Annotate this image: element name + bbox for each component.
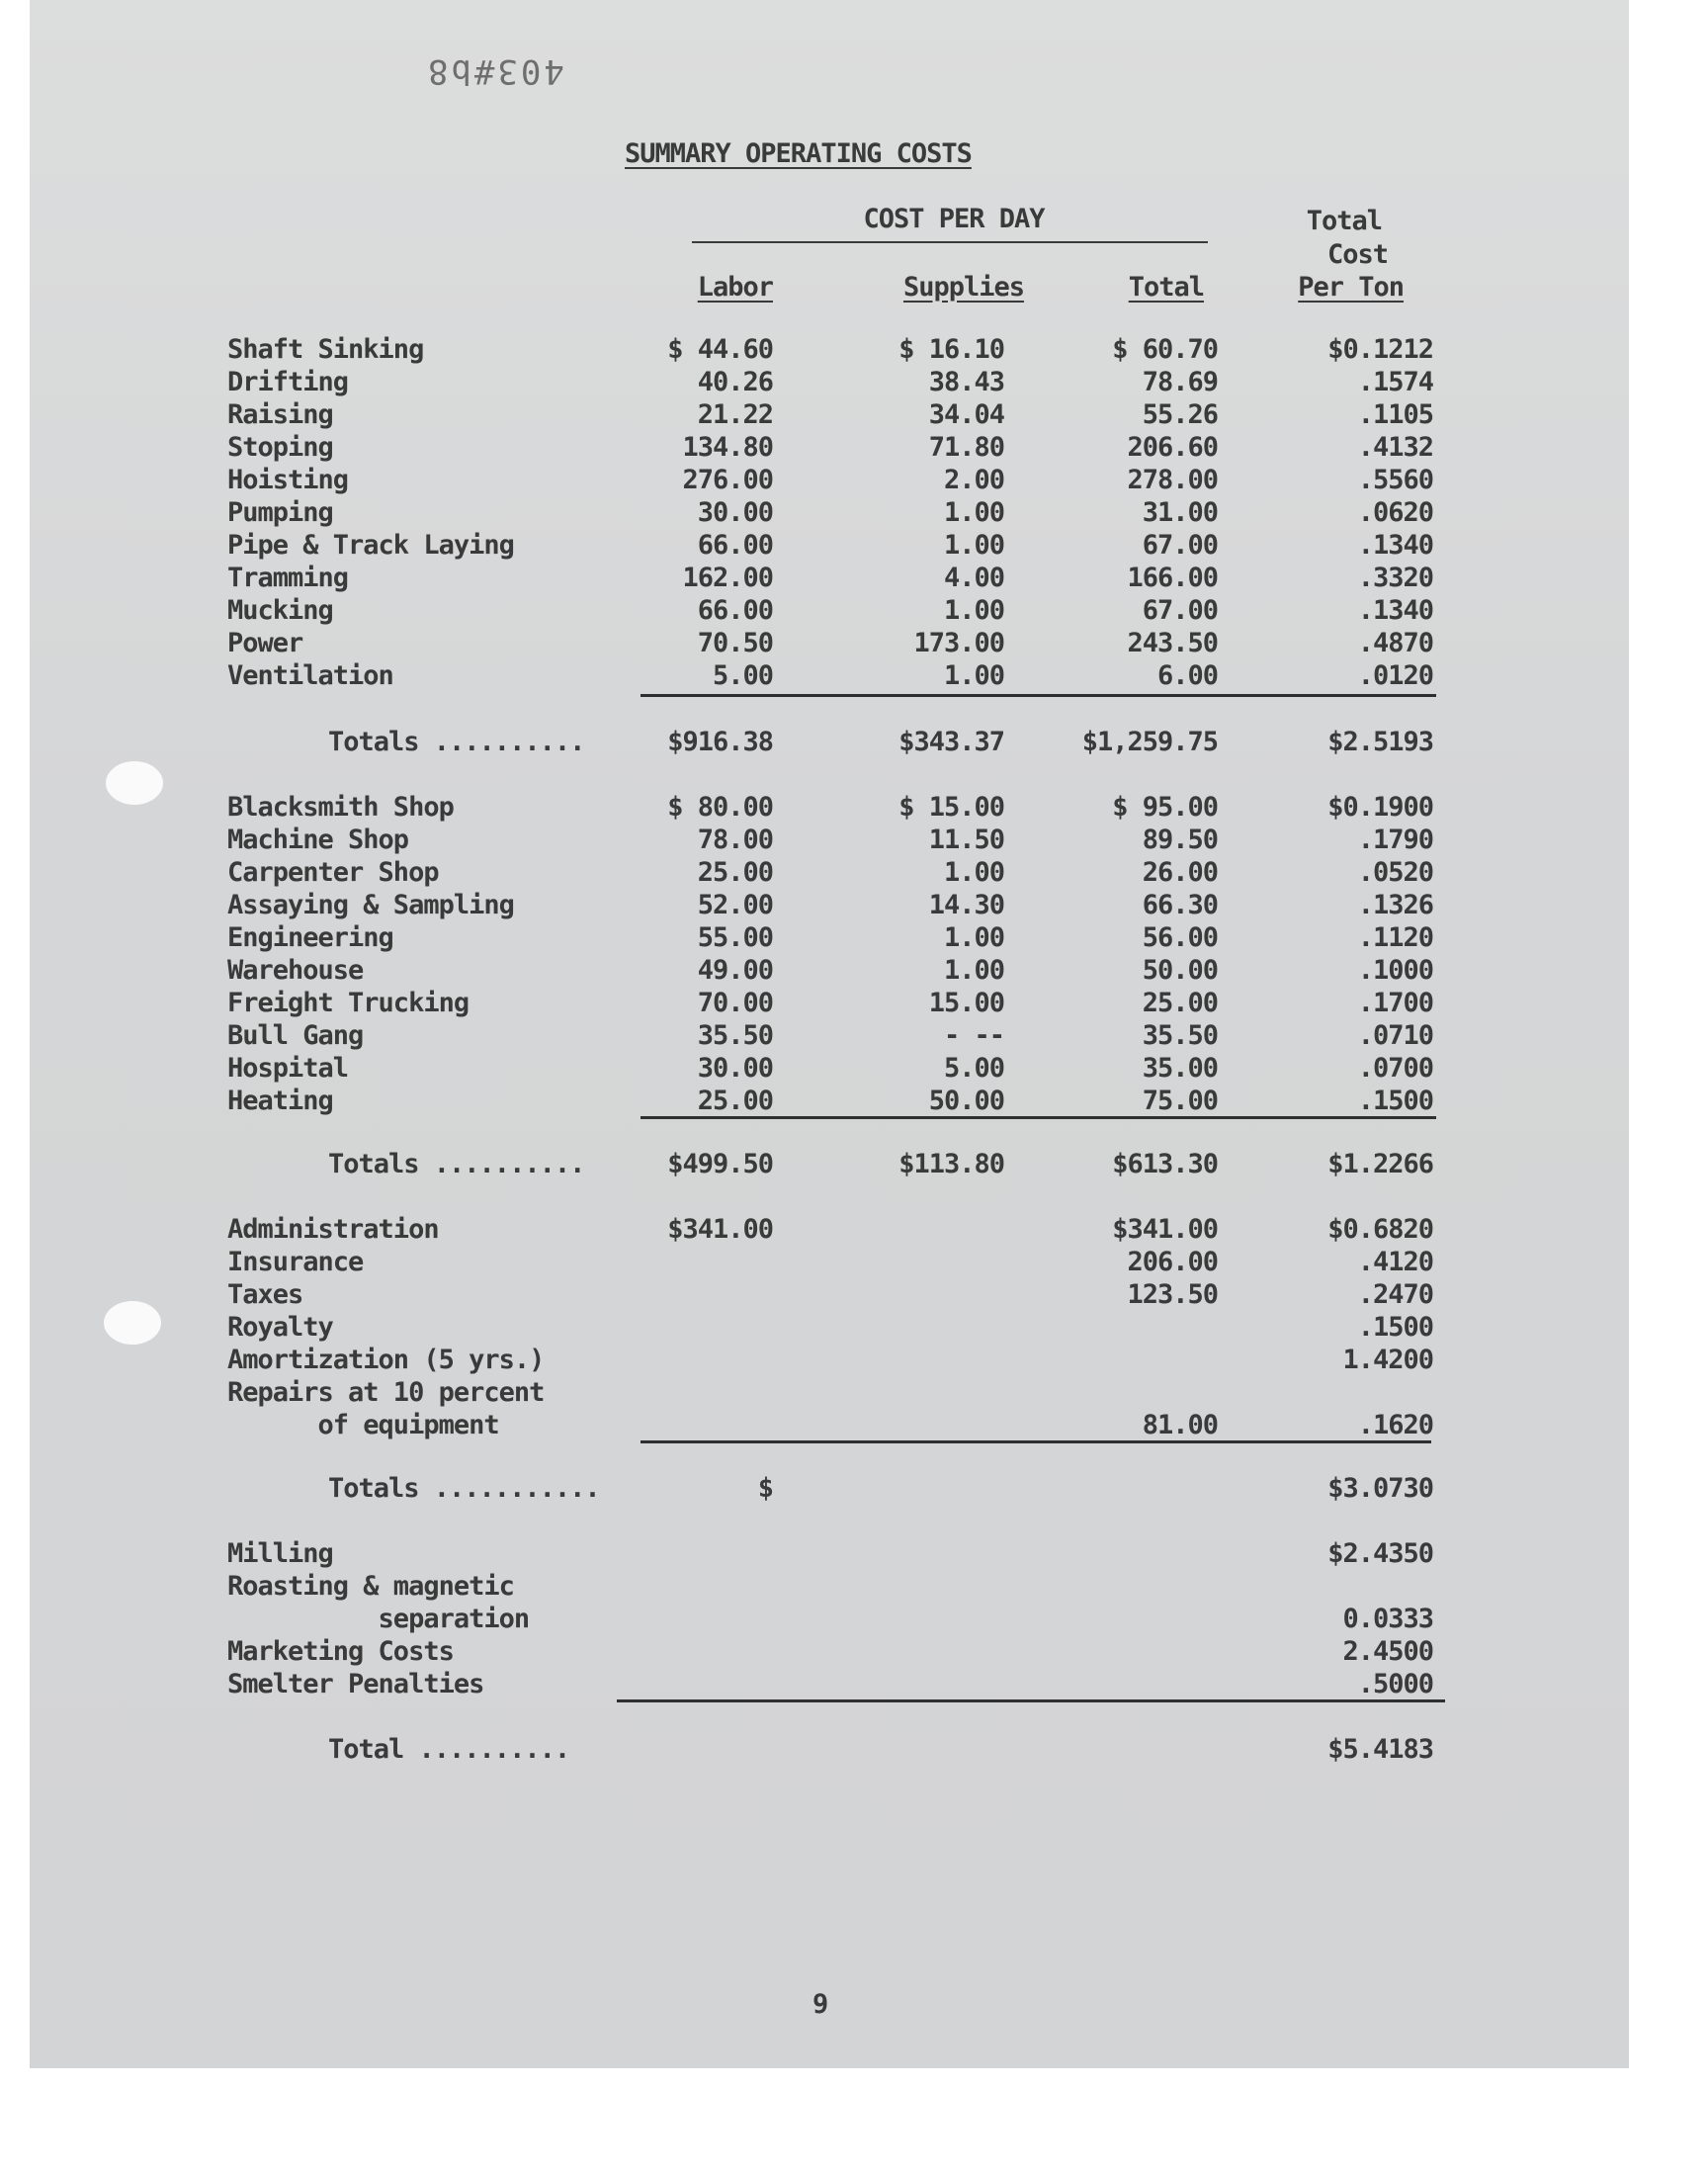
labor-value: 21.22 — [697, 399, 773, 430]
per-ton-value: 0.0333 — [1342, 1604, 1433, 1634]
scan-margin — [0, 2068, 1708, 2175]
table-rule — [640, 1440, 1431, 1443]
row-label: Totals .......... — [328, 727, 585, 757]
per-ton-value: .1120 — [1357, 922, 1433, 953]
supplies-header: Supplies — [902, 272, 1024, 303]
supplies-value: 1.00 — [943, 530, 1004, 561]
per-ton-value: .1790 — [1357, 825, 1433, 855]
total-value: 89.50 — [1142, 825, 1218, 855]
per-ton-header-line1: Total — [1306, 206, 1382, 236]
labor-value: 52.00 — [697, 890, 773, 920]
row-label: Heating — [227, 1086, 333, 1116]
labor-value: 134.80 — [682, 432, 773, 463]
supplies-value: 173.00 — [913, 628, 1004, 658]
table-row — [0, 922, 1708, 955]
table-row — [0, 1377, 1708, 1410]
row-label: Roasting & magnetic — [227, 1571, 514, 1602]
row-label: Taxes — [227, 1279, 303, 1310]
per-ton-value: $3.0730 — [1327, 1473, 1433, 1504]
labor-value: $ 80.00 — [667, 792, 773, 823]
per-ton-value: 2.4500 — [1342, 1636, 1433, 1667]
row-label: separation — [227, 1604, 530, 1634]
table-row — [0, 399, 1708, 432]
labor-value: $ 44.60 — [667, 334, 773, 365]
row-label: Stoping — [227, 432, 333, 463]
row-label: Repairs at 10 percent — [227, 1377, 545, 1408]
table-row — [0, 1410, 1708, 1442]
table-row — [0, 595, 1708, 628]
row-label: Freight Trucking — [227, 988, 470, 1018]
supplies-value: $ 15.00 — [898, 792, 1004, 823]
labor-value: 78.00 — [697, 825, 773, 855]
per-ton-header-line3: Per Ton — [1298, 272, 1404, 303]
total-value: $ 60.70 — [1112, 334, 1218, 365]
per-ton-value: .1000 — [1357, 955, 1433, 986]
per-ton-value: .3320 — [1357, 563, 1433, 593]
labor-header: Labor — [697, 272, 773, 303]
row-label: Shaft Sinking — [227, 334, 424, 365]
row-label: Blacksmith Shop — [227, 792, 454, 823]
total-value: 31.00 — [1142, 497, 1218, 528]
total-value: 67.00 — [1142, 530, 1218, 561]
row-label: Power — [227, 628, 303, 658]
row-label: Bull Gang — [227, 1020, 364, 1051]
labor-value: $341.00 — [667, 1214, 773, 1245]
per-ton-value: $0.6820 — [1327, 1214, 1433, 1245]
per-ton-value: .1500 — [1357, 1086, 1433, 1116]
labor-value: 276.00 — [682, 465, 773, 495]
per-ton-value: .0620 — [1357, 497, 1433, 528]
total-value: $341.00 — [1112, 1214, 1218, 1245]
total-value: $ 95.00 — [1112, 792, 1218, 823]
table-row — [0, 1345, 1708, 1377]
labor-value: 35.50 — [697, 1020, 773, 1051]
total-value: 50.00 — [1142, 955, 1218, 986]
supplies-value: $343.37 — [898, 727, 1004, 757]
row-label: Drifting — [227, 367, 349, 397]
table-row — [0, 563, 1708, 595]
total-value: 243.50 — [1127, 628, 1218, 658]
table-row — [0, 1247, 1708, 1279]
supplies-value: 14.30 — [928, 890, 1004, 920]
row-label: Mucking — [227, 595, 333, 626]
labor-value: $499.50 — [667, 1149, 773, 1179]
table-row — [0, 1053, 1708, 1086]
table-row — [0, 1279, 1708, 1312]
row-label: Amortization (5 yrs.) — [227, 1345, 545, 1375]
table-row — [0, 530, 1708, 563]
total-value: 206.00 — [1127, 1247, 1218, 1277]
row-label: Marketing Costs — [227, 1636, 454, 1667]
row-label: Tramming — [227, 563, 349, 593]
supplies-value: 1.00 — [943, 955, 1004, 986]
total-header: Total — [1128, 272, 1204, 303]
total-value: 278.00 — [1127, 465, 1218, 495]
table-row — [0, 825, 1708, 857]
per-ton-value: .0120 — [1357, 660, 1433, 691]
supplies-value: 5.00 — [943, 1053, 1004, 1084]
supplies-value: 34.04 — [928, 399, 1004, 430]
cost-per-day-header: COST PER DAY — [863, 204, 1045, 234]
table-row — [0, 792, 1708, 825]
labor-value: 162.00 — [682, 563, 773, 593]
per-ton-value: $2.5193 — [1327, 727, 1433, 757]
supplies-value: 1.00 — [943, 595, 1004, 626]
total-value: 26.00 — [1142, 857, 1218, 888]
table-row — [0, 1086, 1708, 1118]
total-value: 6.00 — [1156, 660, 1218, 691]
labor-value: 25.00 — [697, 857, 773, 888]
row-label: Hoisting — [227, 465, 349, 495]
row-label: Totals ........... — [328, 1473, 600, 1504]
per-ton-value: .0520 — [1357, 857, 1433, 888]
table-row — [0, 465, 1708, 497]
supplies-value: 38.43 — [928, 367, 1004, 397]
document-stamp: 403#b8 — [425, 51, 564, 91]
per-ton-value: .4870 — [1357, 628, 1433, 658]
table-row — [0, 628, 1708, 660]
table-row — [0, 367, 1708, 399]
total-value: 66.30 — [1142, 890, 1218, 920]
supplies-value: 1.00 — [943, 857, 1004, 888]
table-rule — [640, 1116, 1436, 1119]
total-value: 81.00 — [1142, 1410, 1218, 1440]
page-number: 9 — [812, 1989, 829, 2020]
labor-value: 66.00 — [697, 595, 773, 626]
per-ton-header-line2: Cost — [1326, 239, 1388, 270]
row-label: Warehouse — [227, 955, 364, 986]
total-value: 75.00 — [1142, 1086, 1218, 1116]
table-row — [0, 497, 1708, 530]
table-row — [0, 1571, 1708, 1604]
total-value: 35.00 — [1142, 1053, 1218, 1084]
labor-value: $ — [757, 1473, 773, 1504]
row-label: Machine Shop — [227, 825, 409, 855]
per-ton-value: .1105 — [1357, 399, 1433, 430]
table-row — [0, 857, 1708, 890]
per-ton-value: .4132 — [1357, 432, 1433, 463]
total-value: 25.00 — [1142, 988, 1218, 1018]
row-label: Insurance — [227, 1247, 364, 1277]
labor-value: 55.00 — [697, 922, 773, 953]
row-label: Administration — [227, 1214, 439, 1245]
labor-value: 70.50 — [697, 628, 773, 658]
per-ton-value: .1340 — [1357, 530, 1433, 561]
table-row — [0, 1020, 1708, 1053]
table-row — [0, 660, 1708, 693]
total-value: 78.69 — [1142, 367, 1218, 397]
total-value: 56.00 — [1142, 922, 1218, 953]
table-row — [0, 1214, 1708, 1247]
table-row — [0, 1604, 1708, 1636]
totals-row — [0, 1734, 1708, 1767]
table-row — [0, 955, 1708, 988]
labor-value: $916.38 — [667, 727, 773, 757]
row-label: Royalty — [227, 1312, 333, 1343]
row-label: Assaying & Sampling — [227, 890, 514, 920]
row-label: Raising — [227, 399, 333, 430]
totals-row — [0, 1473, 1708, 1506]
cost-per-day-rule — [692, 241, 1208, 243]
row-label: Pipe & Track Laying — [227, 530, 514, 561]
per-ton-value: $0.1900 — [1327, 792, 1433, 823]
per-ton-value: .5000 — [1357, 1669, 1433, 1699]
per-ton-value: .0710 — [1357, 1020, 1433, 1051]
row-label: Totals .......... — [328, 1149, 585, 1179]
row-label: Hospital — [227, 1053, 349, 1084]
supplies-value: 50.00 — [928, 1086, 1004, 1116]
table-row — [0, 988, 1708, 1020]
row-label: Pumping — [227, 497, 333, 528]
supplies-value: - -- — [943, 1020, 1004, 1051]
totals-row — [0, 1149, 1708, 1181]
page-title: SUMMARY OPERATING COSTS — [625, 138, 972, 169]
table-row — [0, 1312, 1708, 1345]
supplies-value: 1.00 — [943, 497, 1004, 528]
per-ton-value: .1620 — [1357, 1410, 1433, 1440]
labor-value: 70.00 — [697, 988, 773, 1018]
per-ton-value: 1.4200 — [1342, 1345, 1433, 1375]
per-ton-value: $1.2266 — [1327, 1149, 1433, 1179]
supplies-value: 1.00 — [943, 660, 1004, 691]
table-row — [0, 890, 1708, 922]
supplies-value: 71.80 — [928, 432, 1004, 463]
row-label: Carpenter Shop — [227, 857, 439, 888]
total-value: 206.60 — [1127, 432, 1218, 463]
per-ton-value: $5.4183 — [1327, 1734, 1433, 1765]
total-value: 35.50 — [1142, 1020, 1218, 1051]
per-ton-value: $2.4350 — [1327, 1538, 1433, 1569]
table-rule — [617, 1699, 1445, 1702]
labor-value: 66.00 — [697, 530, 773, 561]
total-value: $1,259.75 — [1081, 727, 1218, 757]
table-row — [0, 1669, 1708, 1701]
table-row — [0, 334, 1708, 367]
labor-value: 30.00 — [697, 1053, 773, 1084]
supplies-value: 1.00 — [943, 922, 1004, 953]
total-value: 55.26 — [1142, 399, 1218, 430]
row-label: of equipment — [227, 1410, 499, 1440]
total-value: 123.50 — [1127, 1279, 1218, 1310]
labor-value: 30.00 — [697, 497, 773, 528]
supplies-value: 11.50 — [928, 825, 1004, 855]
labor-value: 49.00 — [697, 955, 773, 986]
total-value: $613.30 — [1112, 1149, 1218, 1179]
row-label: Total .......... — [328, 1734, 570, 1765]
table-row — [0, 1636, 1708, 1669]
supplies-value: $ 16.10 — [898, 334, 1004, 365]
labor-value: 25.00 — [697, 1086, 773, 1116]
per-ton-value: .1574 — [1357, 367, 1433, 397]
row-label: Smelter Penalties — [227, 1669, 484, 1699]
table-rule — [640, 694, 1436, 697]
per-ton-value: .1326 — [1357, 890, 1433, 920]
labor-value: 5.00 — [712, 660, 773, 691]
totals-row — [0, 727, 1708, 759]
row-label: Milling — [227, 1538, 333, 1569]
total-value: 166.00 — [1127, 563, 1218, 593]
row-label: Ventilation — [227, 660, 393, 691]
per-ton-value: $0.1212 — [1327, 334, 1433, 365]
labor-value: 40.26 — [697, 367, 773, 397]
per-ton-value: .1500 — [1357, 1312, 1433, 1343]
per-ton-value: .5560 — [1357, 465, 1433, 495]
row-label: Engineering — [227, 922, 393, 953]
table-row — [0, 1538, 1708, 1571]
supplies-value: 4.00 — [943, 563, 1004, 593]
per-ton-value: .0700 — [1357, 1053, 1433, 1084]
supplies-value: $113.80 — [898, 1149, 1004, 1179]
supplies-value: 15.00 — [928, 988, 1004, 1018]
per-ton-value: .2470 — [1357, 1279, 1433, 1310]
per-ton-value: .1340 — [1357, 595, 1433, 626]
supplies-value: 2.00 — [943, 465, 1004, 495]
total-value: 67.00 — [1142, 595, 1218, 626]
per-ton-value: .1700 — [1357, 988, 1433, 1018]
per-ton-value: .4120 — [1357, 1247, 1433, 1277]
table-row — [0, 432, 1708, 465]
